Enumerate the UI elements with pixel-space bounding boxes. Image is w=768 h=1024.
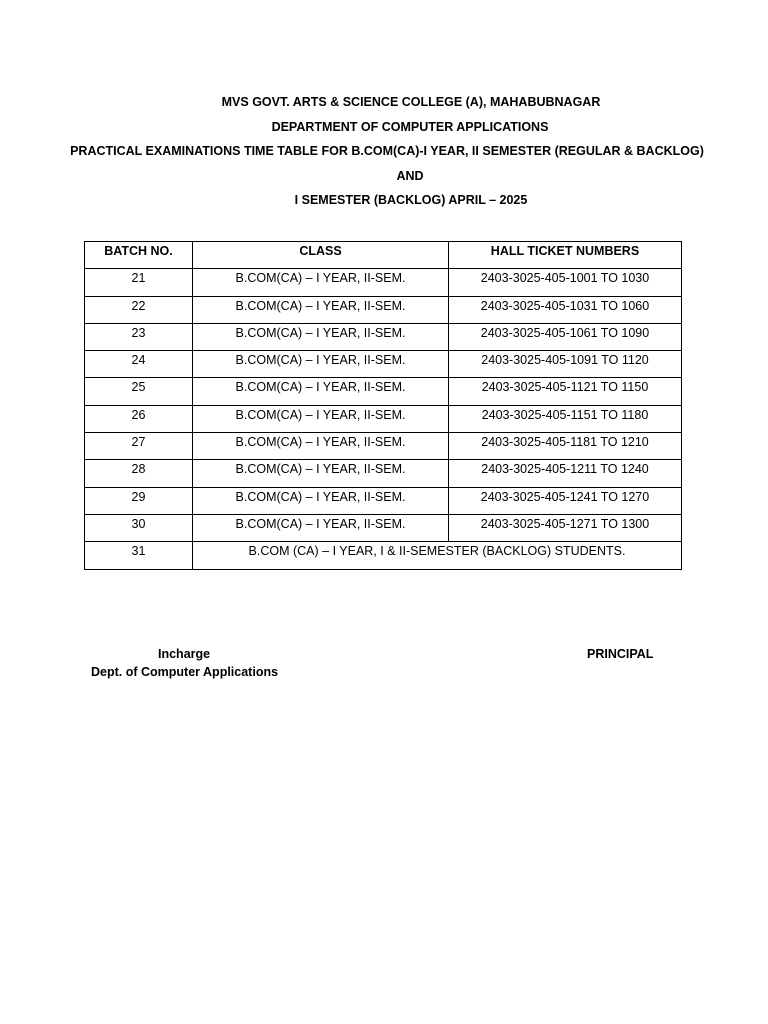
batch-cell: 31 (85, 542, 193, 569)
table-row (85, 460, 682, 487)
hall-ticket-cell: 2403-3025-405-1031 TO 1060 (449, 296, 682, 323)
batch-cell: 22 (85, 296, 193, 323)
backlog-description-cell: B.COM (CA) – I YEAR, I & II-SEMESTER (BACKLOG) STUDENTS. (193, 542, 682, 569)
class-cell: B.COM(CA) – I YEAR, II-SEM. (193, 514, 449, 541)
principal-signature-label: PRINCIPAL (587, 647, 654, 661)
class-cell: B.COM(CA) – I YEAR, II-SEM. (193, 296, 449, 323)
hall-ticket-cell: 2403-3025-405-1271 TO 1300 (449, 514, 682, 541)
table-row (85, 351, 682, 378)
table-header-row (85, 242, 682, 269)
hall-ticket-cell: 2403-3025-405-1181 TO 1210 (449, 433, 682, 460)
class-cell: B.COM(CA) – I YEAR, II-SEM. (193, 405, 449, 432)
hall-ticket-cell: 2403-3025-405-1241 TO 1270 (449, 487, 682, 514)
table-row (85, 405, 682, 432)
column-header-class: CLASS (193, 242, 449, 269)
batch-cell: 25 (85, 378, 193, 405)
table-row (85, 296, 682, 323)
hall-ticket-cell: 2403-3025-405-1211 TO 1240 (449, 460, 682, 487)
column-header-batch: BATCH NO. (85, 242, 193, 269)
exam-title: PRACTICAL EXAMINATIONS TIME TABLE FOR B.COM(CA)-I YEAR, II SEMESTER (REGULAR & BACKLOG) (70, 144, 704, 158)
table-row (85, 323, 682, 350)
hall-ticket-cell: 2403-3025-405-1001 TO 1030 (449, 269, 682, 296)
batch-cell: 21 (85, 269, 193, 296)
table-row-backlog (85, 542, 682, 569)
batch-cell: 24 (85, 351, 193, 378)
batch-table (84, 241, 682, 570)
class-cell: B.COM(CA) – I YEAR, II-SEM. (193, 351, 449, 378)
table-row (85, 378, 682, 405)
class-cell: B.COM(CA) – I YEAR, II-SEM. (193, 487, 449, 514)
hall-ticket-cell: 2403-3025-405-1121 TO 1150 (449, 378, 682, 405)
table-row (85, 514, 682, 541)
class-cell: B.COM(CA) – I YEAR, II-SEM. (193, 460, 449, 487)
table-row (85, 433, 682, 460)
batch-cell: 29 (85, 487, 193, 514)
college-name: MVS GOVT. ARTS & SCIENCE COLLEGE (A), MAHABUBNAGAR (221, 95, 601, 109)
hall-ticket-cell: 2403-3025-405-1061 TO 1090 (449, 323, 682, 350)
department-name: DEPARTMENT OF COMPUTER APPLICATIONS (271, 119, 549, 134)
department-signature-label: Dept. of Computer Applications (91, 665, 279, 679)
batch-cell: 26 (85, 405, 193, 432)
document-header (0, 94, 768, 217)
hall-ticket-cell: 2403-3025-405-1091 TO 1120 (449, 351, 682, 378)
table-row (85, 487, 682, 514)
class-cell: B.COM(CA) – I YEAR, II-SEM. (193, 433, 449, 460)
column-header-hall-tickets: HALL TICKET NUMBERS (449, 242, 682, 269)
conjunction-and: AND (396, 168, 424, 183)
batch-cell: 28 (85, 460, 193, 487)
batch-cell: 27 (85, 433, 193, 460)
batch-cell: 30 (85, 514, 193, 541)
exam-subtitle: I SEMESTER (BACKLOG) APRIL – 2025 (294, 193, 528, 207)
table-row (85, 269, 682, 296)
incharge-signature-label: Incharge (158, 647, 211, 661)
class-cell: B.COM(CA) – I YEAR, II-SEM. (193, 378, 449, 405)
batch-cell: 23 (85, 323, 193, 350)
class-cell: B.COM(CA) – I YEAR, II-SEM. (193, 323, 449, 350)
hall-ticket-cell: 2403-3025-405-1151 TO 1180 (449, 405, 682, 432)
class-cell: B.COM(CA) – I YEAR, II-SEM. (193, 269, 449, 296)
